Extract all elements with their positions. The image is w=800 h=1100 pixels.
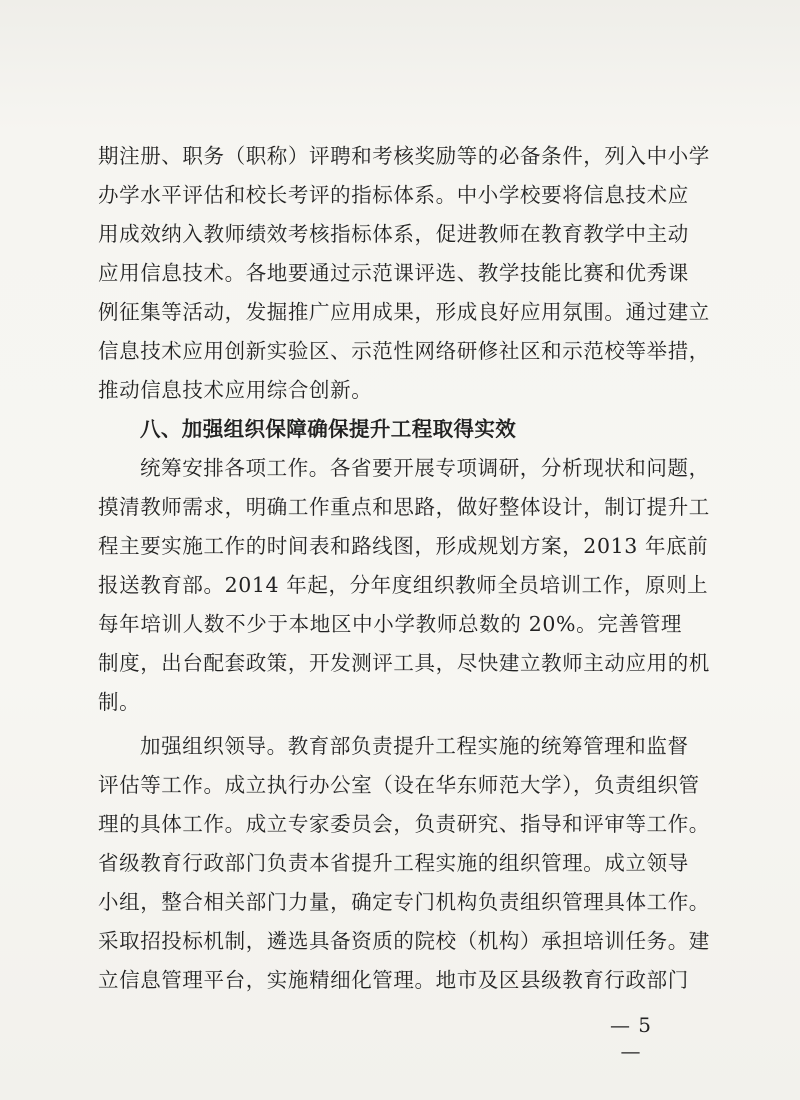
body-line-12: 报送教育部。2014 年起，分年度组织教师全员培训工作，原则上 [98, 573, 709, 597]
body-line-7: 推动信息技术应用综合创新。 [98, 378, 373, 402]
body-line-10: 摸清教师需求，明确工作重点和思路，做好整体设计，制订提升工 [98, 495, 710, 519]
page-number: — 5 — [609, 1013, 653, 1063]
body-line-17: 评估等工作。成立执行办公室（设在华东师范大学），负责组织管 [98, 773, 700, 797]
body-line-15: 制。 [98, 690, 141, 714]
body-line-6: 信息技术应用创新实验区、示范性网络研修社区和示范校等举措， [98, 339, 710, 363]
body-line-1: 期注册、职务（职称）评聘和考核奖励等的必备条件，列入中小学 [98, 144, 710, 168]
section-heading: 八、加强组织保障确保提升工程取得实效 [140, 417, 517, 441]
body-line-18: 理的具体工作。成立专家委员会，负责研究、指导和评审等工作。 [98, 812, 710, 836]
body-line-16: 加强组织领导。教育部负责提升工程实施的统筹管理和监督 [140, 734, 689, 758]
body-line-2: 办学水平评估和校长考评的指标体系。中小学校要将信息技术应 [98, 183, 689, 207]
body-line-19: 省级教育行政部门负责本省提升工程实施的组织管理。成立领导 [98, 851, 689, 875]
body-line-13: 每年培训人数不少于本地区中小学教师总数的 20%。完善管理 [98, 612, 682, 636]
body-line-4: 应用信息技术。各地要通过示范课评选、教学技能比赛和优秀课 [98, 261, 689, 285]
body-line-21: 采取招投标机制，遴选具备资质的院校（机构）承担培训任务。建 [98, 929, 710, 953]
body-line-5: 例征集等活动，发掘推广应用成果，形成良好应用氛围。通过建立 [98, 300, 710, 324]
body-line-14: 制度，出台配套政策，开发测评工具，尽快建立教师主动应用的机 [98, 651, 710, 675]
body-line-11: 程主要实施工作的时间表和路线图，形成规划方案，2013 年底前 [98, 534, 709, 558]
body-line-20: 小组，整合相关部门力量，确定专门机构负责组织管理具体工作。 [98, 890, 710, 914]
body-line-9: 统筹安排各项工作。各省要开展专项调研，分析现状和问题， [140, 456, 710, 480]
body-line-22: 立信息管理平台，实施精细化管理。地市及区县级教育行政部门 [98, 968, 689, 992]
body-line-3: 用成效纳入教师绩效考核指标体系，促进教师在教育教学中主动 [98, 222, 689, 246]
